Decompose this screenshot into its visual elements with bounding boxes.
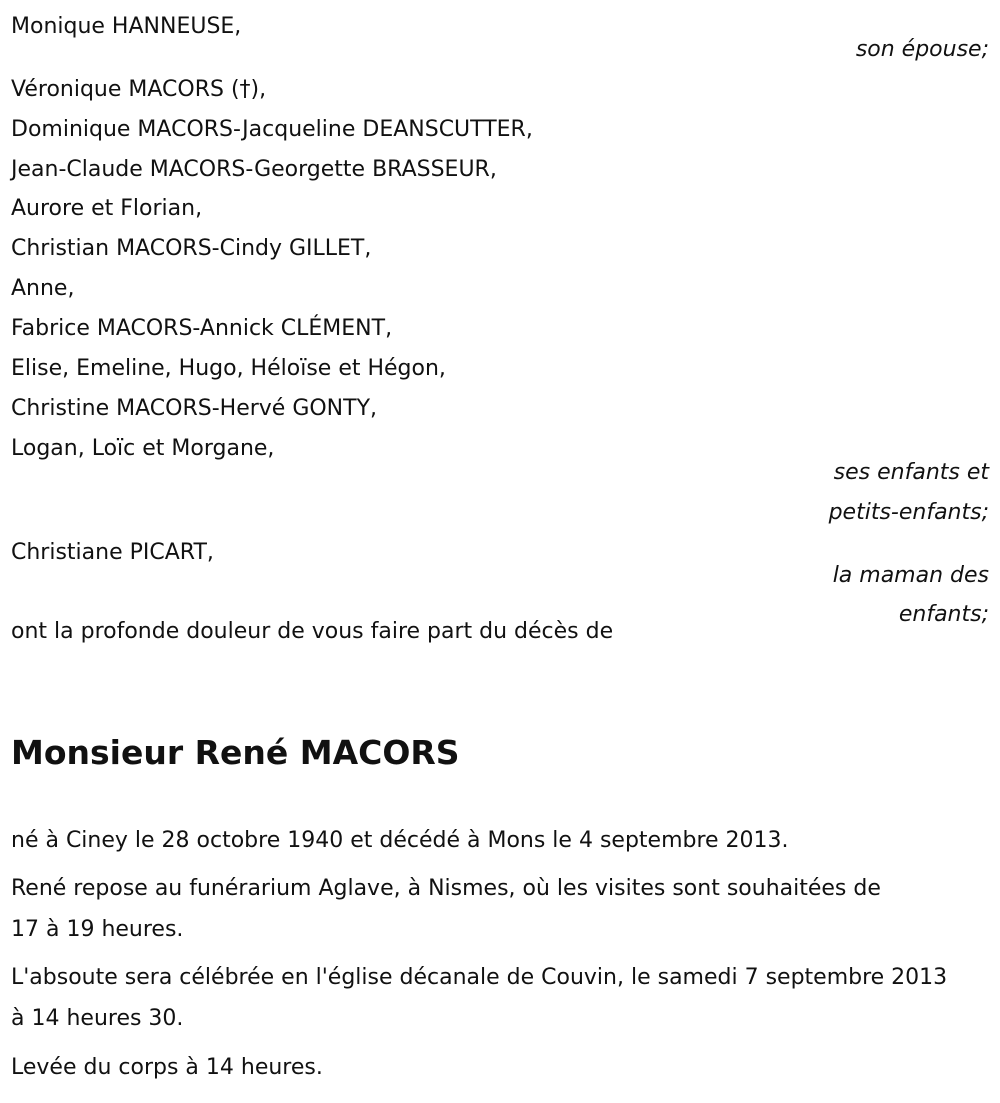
mother-role: la maman des enfants; bbox=[832, 563, 989, 627]
family-line: Fabrice MACORS-Annick CLÉMENT, bbox=[11, 316, 393, 341]
funeral-info: L'absoute sera célébrée en l'église décanale de Couvin, le samedi 7 septembre 2013 à 14 heures 30. bbox=[11, 965, 948, 1031]
family-line: Anne, bbox=[11, 276, 75, 301]
spouse-role: son épouse; bbox=[855, 37, 989, 62]
visitation-info: René repose au funérarium Aglave, à Nismes, où les visites sont souhaitées de 17 à 19 heures. bbox=[11, 876, 881, 942]
family-line: Jean-Claude MACORS-Georgette BRASSEUR, bbox=[11, 157, 497, 182]
family-line: Christine MACORS-Hervé GONTY, bbox=[11, 396, 378, 421]
family-line: Christian MACORS-Cindy GILLET, bbox=[11, 236, 372, 261]
children-role: ses enfants et petits-enfants; bbox=[828, 460, 989, 525]
family-line: Elise, Emeline, Hugo, Héloïse et Hégon, bbox=[11, 356, 446, 381]
family-line: Véronique MACORS (†), bbox=[11, 77, 267, 102]
announcement: ont la profonde douleur de vous faire part du décès de bbox=[11, 619, 614, 644]
family-line: Logan, Loïc et Morgane, bbox=[11, 436, 275, 461]
spouse-name: Monique HANNEUSE, bbox=[11, 14, 242, 39]
birth-death-info: né à Ciney le 28 octobre 1940 et décédé à Mons le 4 septembre 2013. bbox=[11, 828, 789, 853]
mother-name: Christiane PICART, bbox=[11, 540, 214, 565]
deceased-name: Monsieur René MACORS bbox=[11, 733, 460, 772]
family-line: Dominique MACORS-Jacqueline DEANSCUTTER, bbox=[11, 117, 533, 142]
departure-info: Levée du corps à 14 heures. bbox=[11, 1055, 323, 1080]
family-line: Aurore et Florian, bbox=[11, 196, 203, 221]
